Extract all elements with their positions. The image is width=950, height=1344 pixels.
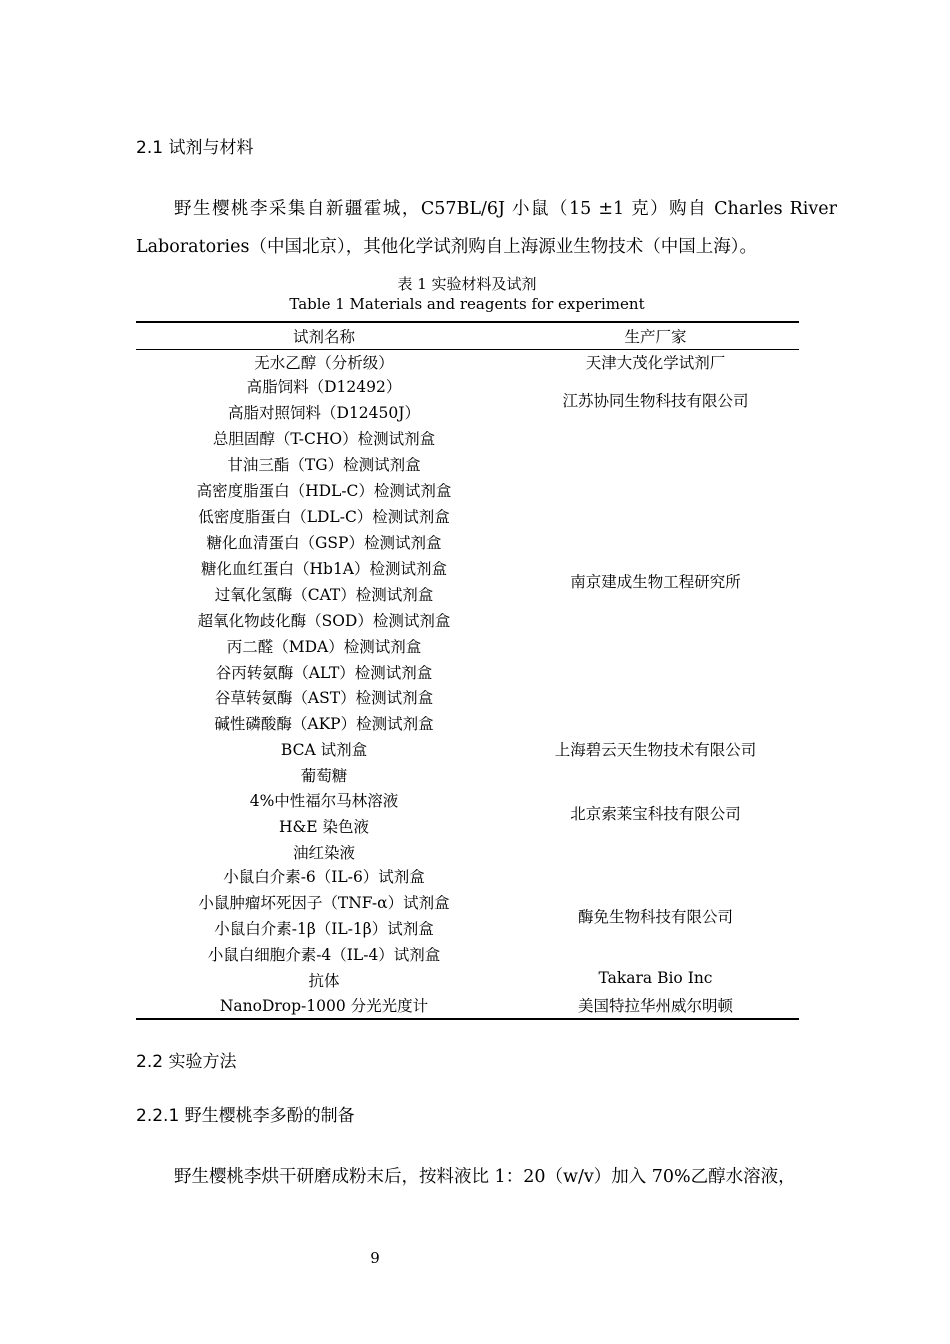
table-cell-reagent: 小鼠白介素-1β（IL-1β）试剂盒 <box>214 920 434 938</box>
page-number: 9 <box>370 1249 380 1267</box>
table-cell-reagent: BCA 试剂盒 <box>280 741 368 759</box>
table-header-reagent: 试剂名称 <box>292 328 355 346</box>
table-header-rule <box>136 349 799 350</box>
table-cell-reagent: 抗体 <box>308 972 340 990</box>
table-cell-reagent: 总胆固醇（T-CHO）检测试剂盒 <box>212 430 436 448</box>
table-cell-reagent: 高脂对照饲料（D12450J） <box>228 404 420 422</box>
table-top-rule <box>136 321 799 323</box>
table-cell-manufacturer: Takara Bio Inc <box>598 969 713 987</box>
table-cell-reagent: 碱性磷酸酶（AKP）检测试剂盒 <box>214 715 434 733</box>
table-cell-reagent: 甘油三酯（TG）检测试剂盒 <box>227 456 421 474</box>
table-cell-reagent: 过氧化氢酶（CAT）检测试剂盒 <box>214 586 434 604</box>
table-cell-manufacturer: 上海碧云天生物技术有限公司 <box>554 741 757 759</box>
section-heading-2-2-1: 2.2.1 野生樱桃李多酚的制备 <box>136 1106 355 1126</box>
table-cell-reagent: 高密度脂蛋白（HDL-C）检测试剂盒 <box>196 482 452 500</box>
table-cell-manufacturer: 南京建成生物工程研究所 <box>570 573 741 591</box>
table-caption-cn: 表 1 实验材料及试剂 <box>397 275 537 293</box>
table-cell-manufacturer: 北京索莱宝科技有限公司 <box>570 805 741 823</box>
table-caption-en: Table 1 Materials and reagents for experiment <box>289 295 645 313</box>
table-cell-reagent: 谷草转氨酶（AST）检测试剂盒 <box>214 689 434 707</box>
table-cell-manufacturer: 酶免生物科技有限公司 <box>577 908 733 926</box>
table-cell-reagent: 谷丙转氨酶（ALT）检测试剂盒 <box>215 664 433 682</box>
table-cell-reagent: 油红染液 <box>292 844 355 862</box>
table-cell-manufacturer: 江苏协同生物科技有限公司 <box>562 392 749 410</box>
section-heading-2-2: 2.2 实验方法 <box>136 1052 237 1072</box>
table-cell-reagent: 小鼠白介素-6（IL-6）试剂盒 <box>223 868 425 886</box>
table-cell-manufacturer: 天津大茂化学试剂厂 <box>585 354 726 372</box>
table-cell-manufacturer: 美国特拉华州威尔明顿 <box>577 997 733 1015</box>
intro-line-1: 野生樱桃李采集自新疆霍城，C57BL/6J 小鼠（15 ±1 克）购自 Charles River <box>174 199 837 219</box>
table-cell-reagent: 低密度脂蛋白（LDL-C）检测试剂盒 <box>198 508 450 526</box>
table-header-manufacturer: 生产厂家 <box>624 328 687 346</box>
table-cell-reagent: NanoDrop-1000 分光光度计 <box>219 997 429 1015</box>
section-heading-2-1: 2.1 试剂与材料 <box>136 138 254 158</box>
table-cell-reagent: H&E 染色液 <box>278 818 370 836</box>
table-cell-reagent: 超氧化物歧化酶（SOD）检测试剂盒 <box>197 612 451 630</box>
table-bottom-rule <box>136 1018 799 1020</box>
table-cell-reagent: 高脂饲料（D12492） <box>246 378 402 396</box>
table-cell-reagent: 葡萄糖 <box>300 767 348 785</box>
table-cell-reagent: 小鼠肿瘤坏死因子（TNF-α）试剂盒 <box>198 894 450 912</box>
table-cell-reagent: 糖化血红蛋白（Hb1A）检测试剂盒 <box>201 560 447 578</box>
table-cell-reagent: 小鼠白细胞介素-4（IL-4）试剂盒 <box>207 946 441 964</box>
table-cell-reagent: 无水乙醇（分析级） <box>254 354 394 372</box>
table-cell-reagent: 丙二醛（MDA）检测试剂盒 <box>226 638 422 656</box>
method-line-1: 野生樱桃李烘干研磨成粉末后，按料液比 1：20（w/v）加入 70%乙醇水溶液， <box>174 1167 796 1187</box>
table-cell-reagent: 4%中性福尔马林溶液 <box>249 792 399 810</box>
intro-line-2: Laboratories（中国北京），其他化学试剂购自上海源业生物技术（中国上海）。 <box>136 237 757 257</box>
table-cell-reagent: 糖化血清蛋白（GSP）检测试剂盒 <box>206 534 442 552</box>
